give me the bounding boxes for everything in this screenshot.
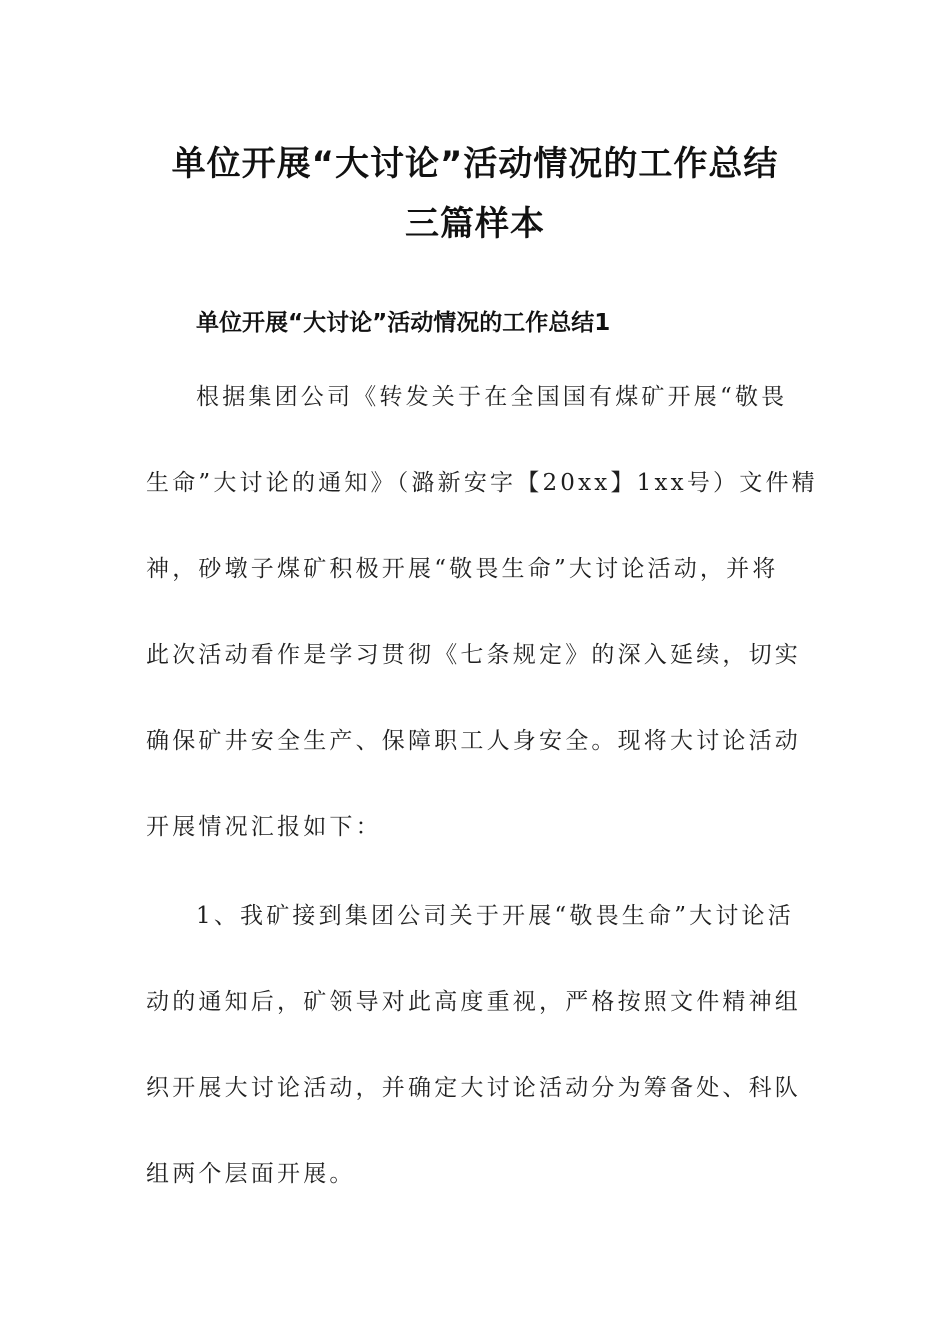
paragraph-1-line: 此次活动看作是学习贯彻《七条规定》的深入延续，切实 — [146, 642, 801, 668]
paragraph-2-line: 动的通知后，矿领导对此高度重视，严格按照文件精神组 — [146, 989, 801, 1015]
paragraph-2-line: 1、我矿接到集团公司关于开展“敬畏生命”大讨论活 — [196, 903, 794, 929]
paragraph-1-line: 开展情况汇报如下： — [146, 814, 382, 840]
paragraph-2-line: 组两个层面开展。 — [146, 1161, 356, 1187]
paragraph-1-line: 确保矿井安全生产、保障职工人身安全。现将大讨论活动 — [146, 728, 801, 754]
document-title-line-1: 单位开展“大讨论”活动情况的工作总结 — [171, 144, 779, 184]
paragraph-1-line: 神，砂墩子煤矿积极开展“敬畏生命”大讨论活动，并将 — [146, 556, 779, 582]
paragraph-1-line: 根据集团公司《转发关于在全国国有煤矿开展“敬畏 — [196, 384, 788, 410]
paragraph-1-line: 生命”大讨论的通知》（潞新安字【20xx】1xx号）文件精 — [146, 470, 818, 496]
document-title-line-2: 三篇样本 — [405, 204, 545, 244]
paragraph-2-line: 织开展大讨论活动，并确定大讨论活动分为筹备处、科队 — [146, 1075, 801, 1101]
section-heading: 单位开展“大讨论”活动情况的工作总结1 — [196, 310, 611, 336]
